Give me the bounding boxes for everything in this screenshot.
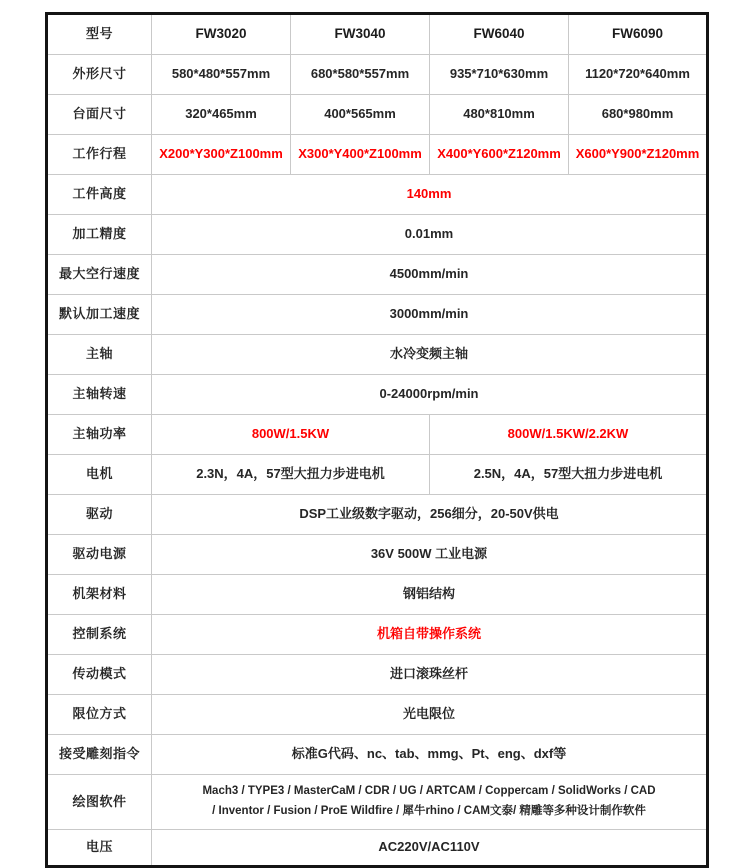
table-row-transmission: [47, 655, 708, 695]
row-label-model: 型号: [47, 14, 152, 55]
row-label-spindle-power: 主轴功率: [47, 415, 152, 455]
spec-value-limit-mode-0: 光电限位: [152, 695, 708, 735]
table-row-motor: [47, 455, 708, 495]
spec-value-motor-0: 2.3N，4A，57型大扭力步进电机: [152, 455, 430, 495]
row-label-working-travel: 工作行程: [47, 135, 152, 175]
model-header-model-0: FW3020: [152, 14, 291, 55]
row-label-table-size: 台面尺寸: [47, 95, 152, 135]
spec-value-table-size-3: 680*980mm: [569, 95, 708, 135]
spec-value-working-travel-0: X200*Y300*Z100mm: [152, 135, 291, 175]
row-label-spindle: 主轴: [47, 335, 152, 375]
spec-value-workpiece-height-0: 140mm: [152, 175, 708, 215]
spec-value-spindle-speed-0: 0-24000rpm/min: [152, 375, 708, 415]
spec-value-overall-size-0: 580*480*557mm: [152, 55, 291, 95]
row-label-commands: 接受雕刻指令: [47, 735, 152, 775]
table-row-commands: [47, 735, 708, 775]
table-row-default-speed: [47, 295, 708, 335]
row-label-default-speed: 默认加工速度: [47, 295, 152, 335]
spec-value-frame-material-0: 钢铝结构: [152, 575, 708, 615]
spec-value-working-travel-1: X300*Y400*Z100mm: [291, 135, 430, 175]
table-row-overall-size: [47, 55, 708, 95]
spec-value-control-system-0: 机箱自带操作系统: [152, 615, 708, 655]
spec-table-body: [47, 14, 708, 867]
table-row-frame-material: [47, 575, 708, 615]
model-header-model-3: FW6090: [569, 14, 708, 55]
spec-value-overall-size-1: 680*580*557mm: [291, 55, 430, 95]
table-row-workpiece-height: [47, 175, 708, 215]
row-label-driver-power: 驱动电源: [47, 535, 152, 575]
row-label-driver: 驱动: [47, 495, 152, 535]
table-row-limit-mode: [47, 695, 708, 735]
spec-value-motor-1: 2.5N，4A，57型大扭力步进电机: [430, 455, 708, 495]
table-row-spindle-speed: [47, 375, 708, 415]
spec-value-working-travel-3: X600*Y900*Z120mm: [569, 135, 708, 175]
spec-value-accuracy-0: 0.01mm: [152, 215, 708, 255]
table-row-spindle: [47, 335, 708, 375]
spec-value-driver-power-0: 36V 500W 工业电源: [152, 535, 708, 575]
spec-value-working-travel-2: X400*Y600*Z120mm: [430, 135, 569, 175]
row-label-max-idle-speed: 最大空行速度: [47, 255, 152, 295]
row-label-limit-mode: 限位方式: [47, 695, 152, 735]
spec-value-table-size-1: 400*565mm: [291, 95, 430, 135]
spec-value-spindle-power-0: 800W/1.5KW: [152, 415, 430, 455]
row-label-motor: 电机: [47, 455, 152, 495]
table-row-spindle-power: [47, 415, 708, 455]
spec-value-overall-size-3: 1120*720*640mm: [569, 55, 708, 95]
table-row-working-travel: [47, 135, 708, 175]
row-label-transmission: 传动模式: [47, 655, 152, 695]
spec-value-spindle-0: 水冷变频主轴: [152, 335, 708, 375]
row-label-spindle-speed: 主轴转速: [47, 375, 152, 415]
row-label-voltage: 电压: [47, 830, 152, 867]
table-row-max-idle-speed: [47, 255, 708, 295]
spec-value-table-size-2: 480*810mm: [430, 95, 569, 135]
spec-value-driver-0: DSP工业级数字驱动，256细分，20-50V供电: [152, 495, 708, 535]
spec-value-default-speed-0: 3000mm/min: [152, 295, 708, 335]
table-row-driver-power: [47, 535, 708, 575]
table-row-accuracy: [47, 215, 708, 255]
model-header-model-2: FW6040: [430, 14, 569, 55]
spec-value-software-0: Mach3 / TYPE3 / MasterCaM / CDR / UG / ARTCAM / Coppercam / SolidWorks / CAD / Inventor / Fusion / ProE Wildfire / 犀牛rhino / CAM文泰/ 精雕等多种设计制作软件: [152, 775, 708, 830]
table-row-table-size: [47, 95, 708, 135]
spec-value-voltage-0: AC220V/AC110V: [152, 830, 708, 867]
row-label-control-system: 控制系统: [47, 615, 152, 655]
table-row-driver: [47, 495, 708, 535]
spec-value-spindle-power-1: 800W/1.5KW/2.2KW: [430, 415, 708, 455]
row-label-software: 绘图软件: [47, 775, 152, 830]
row-label-overall-size: 外形尺寸: [47, 55, 152, 95]
table-row-model: [47, 14, 708, 55]
table-row-software: [47, 775, 708, 830]
row-label-frame-material: 机架材料: [47, 575, 152, 615]
model-header-model-1: FW3040: [291, 14, 430, 55]
spec-table: [45, 12, 709, 868]
spec-value-overall-size-2: 935*710*630mm: [430, 55, 569, 95]
table-row-control-system: [47, 615, 708, 655]
table-row-voltage: [47, 830, 708, 867]
row-label-accuracy: 加工精度: [47, 215, 152, 255]
spec-value-commands-0: 标准G代码、nc、tab、mmg、Pt、eng、dxf等: [152, 735, 708, 775]
spec-value-transmission-0: 进口滚珠丝杆: [152, 655, 708, 695]
spec-value-table-size-0: 320*465mm: [152, 95, 291, 135]
row-label-workpiece-height: 工件高度: [47, 175, 152, 215]
spec-value-max-idle-speed-0: 4500mm/min: [152, 255, 708, 295]
